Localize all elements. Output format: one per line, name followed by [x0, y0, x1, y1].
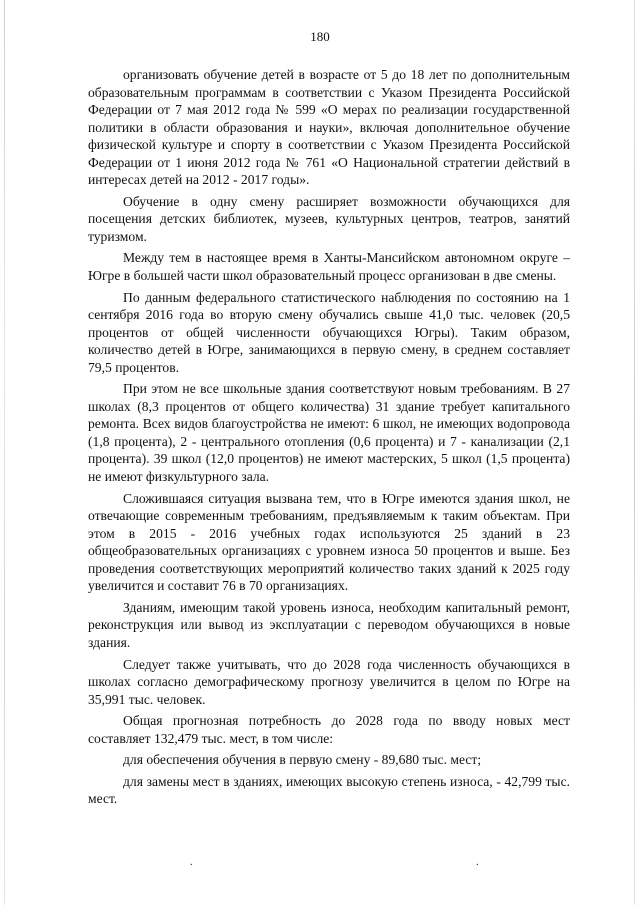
paragraph-repair-needed: Зданиям, имеющим такой уровень износа, необходим капитальный ремонт, реконструкция или вывод из эксплуатации с переводом обучающихся в новые здания. [88, 599, 570, 650]
scan-edge-left [4, 0, 5, 905]
scan-edge-right [634, 0, 635, 905]
paragraph-statistics: По данным федерального статистического наблюдения по состоянию на 1 сентября 2016 года во вторую смену обучались свыше 41,0 тыс. человек (20,5 процентов от общей численности обучающихся Югры). Таким образом, количество детей в Югре, занимающихся в первую смену, в среднем составляет 79,5 процентов. [88, 289, 570, 375]
list-item-replacement: для замены мест в зданиях, имеющих высокую степень износа, - 42,799 тыс. мест. [88, 773, 570, 807]
document-body [88, 66, 570, 812]
paragraph-building-requirements: При этом не все школьные здания соответствуют новым требованиям. В 27 школах (8,3 процентов от общего количества) 31 здание требует капитального ремонта. Всех видов благоустройства не имеют: 6 школ, не имеющих водопровода (1,8 процента), 2 - центрального отопления (0,6 процента) и 7 - канализации (2,1 процента). 39 школ (12,0 процентов) не имеют мастерских, 5 школ (1,5 процента) не имеют физкультурного зала. [88, 381, 570, 485]
paragraph-continuation: организовать обучение детей в возрасте от 5 до 18 лет по дополнительным образовательным программам в соответствии с Указом Президента Российской Федерации от 7 мая 2012 года № 599 «О мерах по реализации государственной политики в области образования и науки», включая дополнительное обучение физической культуре и спорту в соответствии с Указом Президента Российской Федерации от 1 июня 2012 года № 761 «О Национальной стратегии действий в интересах детей на 2012 - 2017 годы». [88, 67, 570, 188]
paragraph-demographic-forecast: Следует также учитывать, что до 2028 года численность обучающихся в школах согласно демографическому прогнозу увеличится в целом по Югре на 35,991 тыс. человек. [88, 656, 570, 707]
scan-mark-right: . [476, 857, 479, 868]
page-number: 180 [310, 29, 330, 44]
paragraph-total-demand: Общая прогнозная потребность до 2028 года по вводу новых мест составляет 132,479 тыс. мест, в том числе: [88, 713, 570, 746]
list-item-first-shift: для обеспечения обучения в первую смену - 89,680 тыс. мест; [123, 752, 482, 768]
paragraph-situation-cause: Сложившаяся ситуация вызвана тем, что в Югре имеются здания школ, не отвечающие современным требованиям, предъявляемым к таким объектам. При этом в 2015 - 2016 учебных годах используются 25 зданий в 23 общеобразовательных организациях с уровнем износа 50 процентов и выше. Без проведения соответствующих мероприятий количество таких зданий к 2025 году увеличится и составит 76 в 70 организациях. [88, 490, 570, 594]
scan-mark-left: . [190, 857, 193, 868]
paragraph-two-shifts: Между тем в настоящее время в Ханты-Мансийском автономном округе – Югре в большей части школ образовательный процесс организован в две смены. [88, 250, 570, 284]
paragraph-single-shift-benefits: Обучение в одну смену расширяет возможности обучающихся для посещения детских библиотек, музеев, культурных центров, театров, занятий туризмом. [88, 193, 570, 244]
